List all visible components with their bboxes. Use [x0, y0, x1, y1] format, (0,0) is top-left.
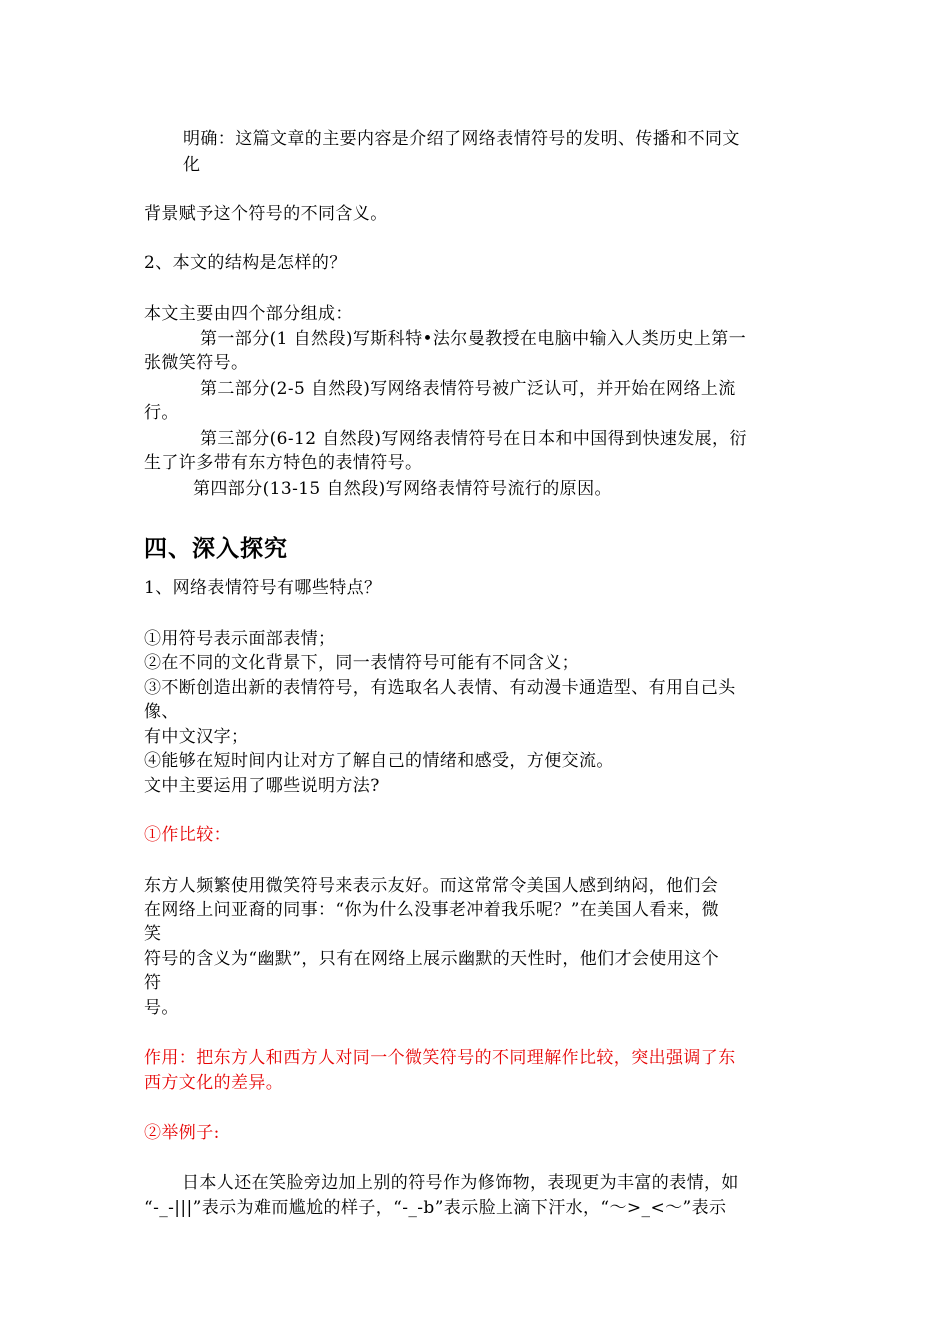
structure-part: 第四部分(13-15 自然段)写网络表情符号流行的原因。 [193, 479, 612, 499]
method-paragraph-line: 符号的含义为“幽默”，只有在网络上展示幽默的天性时，他们才会使用这个 [144, 949, 719, 969]
structure-part: 生了许多带有东方特色的表情符号。 [144, 453, 423, 473]
intro-line: 化 [183, 155, 201, 175]
feature-item: 有中文汉字； [144, 727, 249, 747]
method-paragraph-line: 笑 [144, 924, 162, 944]
method-paragraph-line: 在网络上问亚裔的同事：“你为什么没事老冲着我乐呢？”在美国人看来，微 [144, 900, 719, 920]
section-heading: 四、深入探究 [144, 536, 288, 562]
question-title: 文中主要运用了哪些说明方法? [144, 776, 380, 796]
structure-part: 第一部分(1 自然段)写斯科特•法尔曼教授在电脑中输入人类历史上第一 [200, 329, 747, 349]
method-effect: 作用：把东方人和西方人对同一个微笑符号的不同理解作比较，突出强调了东 [144, 1048, 736, 1068]
feature-item: ④能够在短时间内让对方了解自己的情绪和感受，方便交流。 [144, 751, 614, 771]
method-paragraph-line: 号。 [144, 998, 179, 1018]
structure-part: 第二部分(2-5 自然段)写网络表情符号被广泛认可，并开始在网络上流 [200, 379, 736, 399]
feature-item: 像、 [144, 702, 179, 722]
question-title: 2、本文的结构是怎样的？ [144, 253, 347, 273]
structure-part: 行。 [144, 403, 179, 423]
intro-line: 背景赋予这个符号的不同含义。 [144, 204, 388, 224]
feature-item: ②在不同的文化背景下，同一表情符号可能有不同含义； [144, 653, 579, 673]
method-effect: 西方文化的差异。 [144, 1073, 284, 1093]
feature-item: ①用符号表示面部表情； [144, 629, 336, 649]
feature-item: ③不断创造出新的表情符号，有选取名人表情、有动漫卡通造型、有用自己头 [144, 678, 736, 698]
intro-line: 明确：这篇文章的主要内容是介绍了网络表情符号的发明、传播和不同文 [183, 129, 740, 149]
method-paragraph-line: 符 [144, 973, 162, 993]
structure-lead: 本文主要由四个部分组成： [144, 304, 353, 324]
method-paragraph-line: 东方人频繁使用微笑符号来表示友好。而这常常令美国人感到纳闷，他们会 [144, 876, 719, 896]
method-paragraph-line: 日本人还在笑脸旁边加上别的符号作为修饰物，表现更为丰富的表情，如 [182, 1173, 739, 1193]
question-title: 1、网络表情符号有哪些特点？ [144, 578, 382, 598]
structure-part: 张微笑符号。 [144, 353, 249, 373]
structure-part: 第三部分(6-12 自然段)写网络表情符号在日本和中国得到快速发展，衍 [200, 429, 747, 449]
method-paragraph-line: “-_-|||”表示为难而尴尬的样子，“-_-b”表示脸上滴下汗水，“～>_<～”表示 [144, 1198, 727, 1218]
method-label: ①作比较： [144, 825, 231, 845]
method-label: ②举例子: [144, 1123, 220, 1143]
